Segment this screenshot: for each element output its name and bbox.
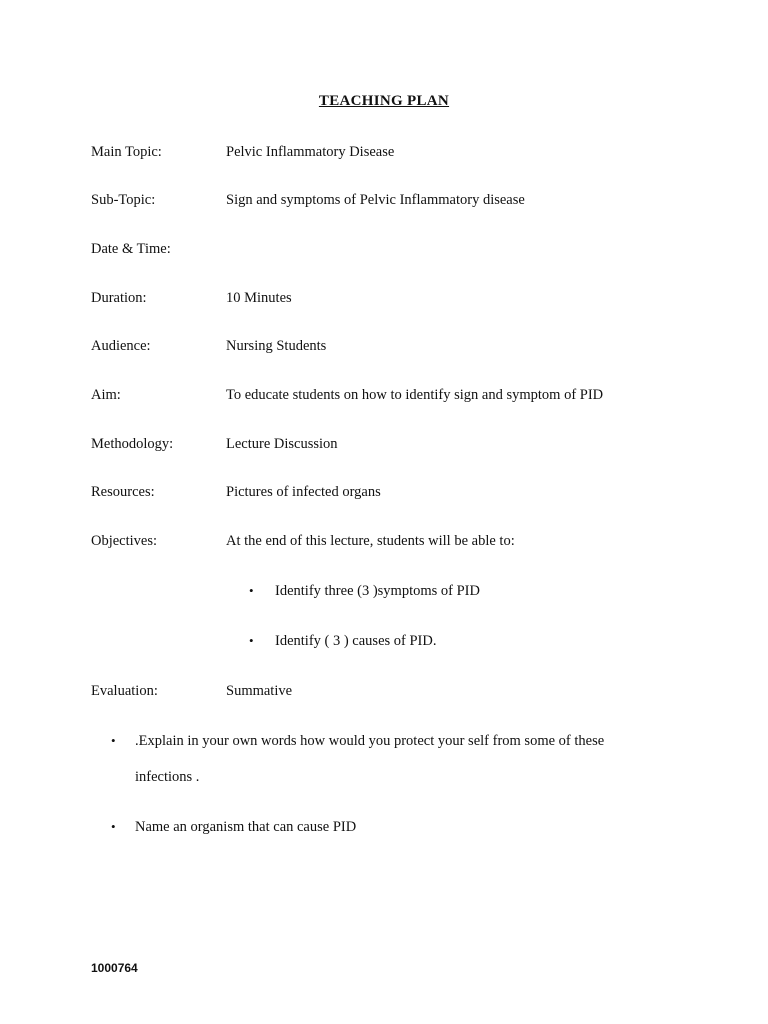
bullet-icon: •	[249, 633, 254, 648]
bullet-icon: •	[111, 733, 116, 748]
field-label: Main Topic:	[91, 144, 162, 160]
field-value: Sign and symptoms of Pelvic Inflammatory disease	[226, 192, 525, 208]
field-value: At the end of this lecture, students will be able to:	[226, 533, 515, 549]
field-label: Resources:	[91, 484, 155, 500]
document-id: 1000764	[91, 961, 138, 975]
objective-text: Identify three (3 )symptoms of PID	[275, 583, 480, 599]
objective-text: Identify ( 3 ) causes of PID.	[275, 633, 437, 649]
field-label: Evaluation:	[91, 683, 158, 699]
field-label: Methodology:	[91, 436, 174, 452]
field-value: Pictures of infected organs	[226, 484, 381, 500]
field-label: Aim:	[91, 387, 121, 403]
field-value: Summative	[226, 683, 293, 699]
field-value: Lecture Discussion	[226, 436, 338, 452]
field-label: Date & Time:	[91, 241, 171, 257]
field-label: Audience:	[91, 338, 151, 354]
field-label: Duration:	[91, 290, 147, 306]
field-value: 10 Minutes	[226, 290, 292, 306]
evaluation-text: .Explain in your own words how would you protect your self from some of these infections .	[135, 733, 605, 785]
field-label: Objectives:	[91, 533, 158, 549]
evaluation-text: Name an organism that can cause PID	[135, 819, 357, 835]
document-title: TEACHING PLAN	[318, 93, 450, 109]
field-label: Sub-Topic:	[91, 192, 156, 208]
field-value: Nursing Students	[226, 338, 327, 354]
field-value: Pelvic Inflammatory Disease	[226, 144, 395, 160]
bullet-icon: •	[111, 819, 116, 834]
bullet-icon: •	[249, 583, 254, 598]
field-value: To educate students on how to identify sign and symptom of PID	[226, 387, 604, 403]
